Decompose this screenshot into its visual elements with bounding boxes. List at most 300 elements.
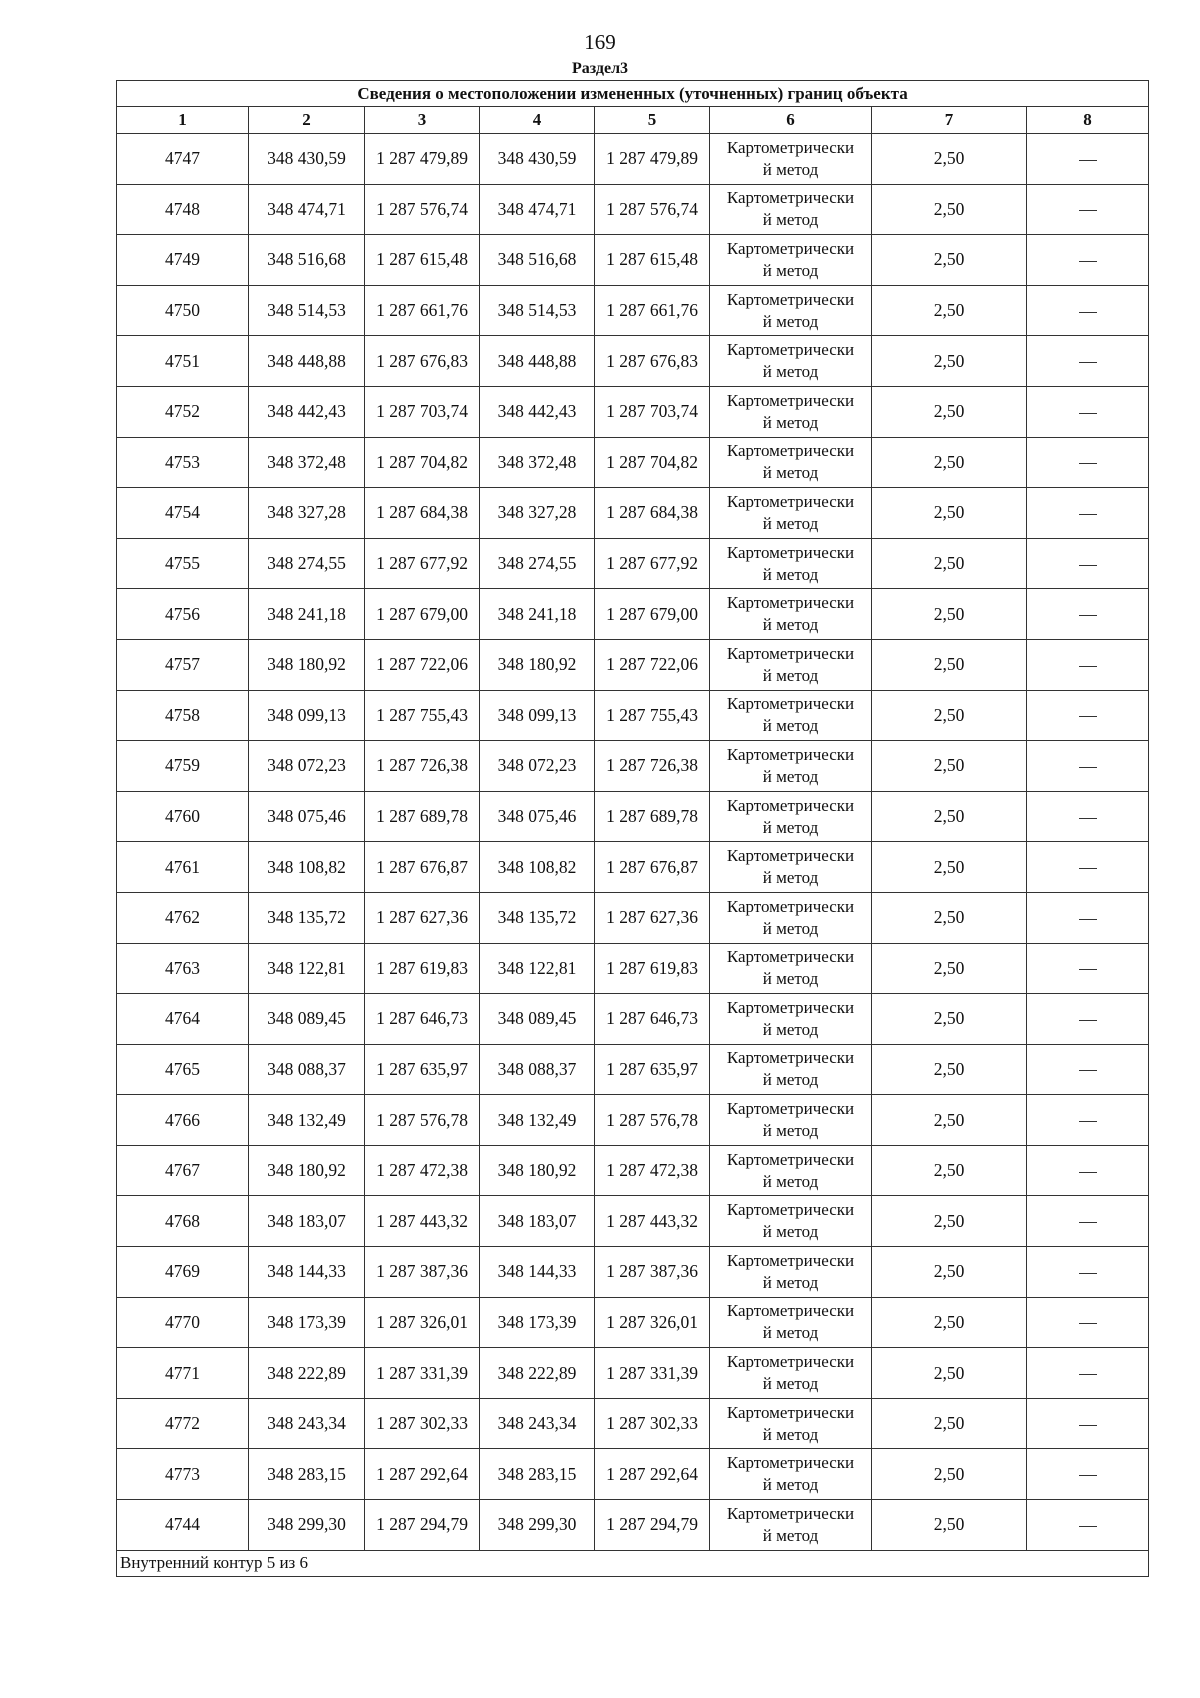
- y-coordinate-cell: 1 287 443,32: [595, 1196, 710, 1247]
- method-text-line: й метод: [762, 1525, 819, 1545]
- method-cell: [710, 386, 872, 437]
- x-coordinate-cell: 348 327,28: [480, 488, 595, 539]
- empty-value-cell: [1027, 184, 1149, 235]
- x-coordinate-cell: 348 173,39: [249, 1297, 365, 1348]
- accuracy-cell: 2,50: [872, 639, 1027, 690]
- x-coordinate-cell: 348 088,37: [480, 1044, 595, 1095]
- point-number-cell: 4749: [117, 235, 249, 286]
- method-cell: [710, 639, 872, 690]
- y-coordinate-cell: 1 287 677,92: [595, 538, 710, 589]
- x-coordinate-cell: 348 299,30: [249, 1500, 365, 1551]
- column-header: 1: [117, 107, 249, 134]
- x-coordinate-cell: 348 430,59: [480, 134, 595, 185]
- x-coordinate-cell: 348 173,39: [480, 1297, 595, 1348]
- accuracy-cell: 2,50: [872, 1095, 1027, 1146]
- x-coordinate-cell: 348 514,53: [249, 285, 365, 336]
- empty-value-cell: [1027, 1095, 1149, 1146]
- method-text-line: Картометрически: [726, 1453, 855, 1473]
- table-row: [117, 994, 1149, 1045]
- y-coordinate-cell: 1 287 292,64: [365, 1449, 480, 1500]
- column-header: 8: [1027, 107, 1149, 134]
- x-coordinate-cell: 348 108,82: [480, 842, 595, 893]
- empty-value-cell: [1027, 1348, 1149, 1399]
- empty-value-cell: [1027, 1196, 1149, 1247]
- accuracy-cell: 2,50: [872, 1247, 1027, 1298]
- table-row: [117, 437, 1149, 488]
- x-coordinate-cell: 348 122,81: [480, 943, 595, 994]
- method-text-line: й метод: [762, 969, 819, 989]
- y-coordinate-cell: 1 287 294,79: [595, 1500, 710, 1551]
- x-coordinate-cell: 348 372,48: [249, 437, 365, 488]
- method-cell: [710, 235, 872, 286]
- accuracy-cell: 2,50: [872, 538, 1027, 589]
- dash-mark: [1079, 767, 1097, 768]
- table-caption: Сведения о местоположении измененных (уточненных) границ объекта: [117, 81, 1149, 107]
- accuracy-cell: 2,50: [872, 1297, 1027, 1348]
- x-coordinate-cell: 348 516,68: [480, 235, 595, 286]
- y-coordinate-cell: 1 287 676,83: [595, 336, 710, 387]
- method-cell: [710, 1348, 872, 1399]
- empty-value-cell: [1027, 538, 1149, 589]
- x-coordinate-cell: 348 474,71: [480, 184, 595, 235]
- method-cell: [710, 690, 872, 741]
- method-text-line: й метод: [762, 817, 819, 837]
- method-text-line: й метод: [762, 362, 819, 382]
- method-cell: [710, 1095, 872, 1146]
- empty-value-cell: [1027, 336, 1149, 387]
- empty-value-cell: [1027, 488, 1149, 539]
- method-cell: [710, 943, 872, 994]
- x-coordinate-cell: 348 135,72: [249, 892, 365, 943]
- dash-mark: [1079, 615, 1097, 616]
- method-cell: [710, 538, 872, 589]
- accuracy-cell: 2,50: [872, 690, 1027, 741]
- point-number-cell: 4752: [117, 386, 249, 437]
- method-text-line: Картометрически: [726, 340, 855, 360]
- y-coordinate-cell: 1 287 755,43: [365, 690, 480, 741]
- point-number-cell: 4757: [117, 639, 249, 690]
- method-text-line: й метод: [762, 665, 819, 685]
- method-text-line: Картометрически: [726, 846, 855, 866]
- y-coordinate-cell: 1 287 619,83: [595, 943, 710, 994]
- y-coordinate-cell: 1 287 479,89: [595, 134, 710, 185]
- method-text-line: Картометрически: [726, 491, 855, 511]
- method-text-line: Картометрически: [726, 188, 855, 208]
- method-text-line: й метод: [762, 1222, 819, 1242]
- method-cell: [710, 1398, 872, 1449]
- point-number-cell: 4766: [117, 1095, 249, 1146]
- x-coordinate-cell: 348 274,55: [249, 538, 365, 589]
- empty-value-cell: [1027, 741, 1149, 792]
- table-row: [117, 538, 1149, 589]
- method-text-line: Картометрически: [726, 744, 855, 764]
- y-coordinate-cell: 1 287 755,43: [595, 690, 710, 741]
- y-coordinate-cell: 1 287 627,36: [365, 892, 480, 943]
- point-number-cell: 4761: [117, 842, 249, 893]
- point-number-cell: 4767: [117, 1145, 249, 1196]
- empty-value-cell: [1027, 386, 1149, 437]
- method-text-line: й метод: [762, 615, 819, 635]
- x-coordinate-cell: 348 135,72: [480, 892, 595, 943]
- column-header: 4: [480, 107, 595, 134]
- point-number-cell: 4765: [117, 1044, 249, 1095]
- y-coordinate-cell: 1 287 704,82: [365, 437, 480, 488]
- method-text-line: Картометрически: [726, 1503, 855, 1523]
- x-coordinate-cell: 348 075,46: [249, 791, 365, 842]
- table-row: [117, 1044, 1149, 1095]
- y-coordinate-cell: 1 287 689,78: [365, 791, 480, 842]
- point-number-cell: 4762: [117, 892, 249, 943]
- accuracy-cell: 2,50: [872, 741, 1027, 792]
- column-header: 3: [365, 107, 480, 134]
- dash-mark: [1079, 1374, 1097, 1375]
- empty-value-cell: [1027, 690, 1149, 741]
- x-coordinate-cell: 348 474,71: [249, 184, 365, 235]
- y-coordinate-cell: 1 287 646,73: [595, 994, 710, 1045]
- method-text-line: й метод: [762, 463, 819, 483]
- y-coordinate-cell: 1 287 635,97: [595, 1044, 710, 1095]
- x-coordinate-cell: 348 283,15: [480, 1449, 595, 1500]
- method-text-line: й метод: [762, 260, 819, 280]
- y-coordinate-cell: 1 287 684,38: [365, 488, 480, 539]
- dash-mark: [1079, 818, 1097, 819]
- method-text-line: Картометрически: [726, 1149, 855, 1169]
- y-coordinate-cell: 1 287 615,48: [365, 235, 480, 286]
- method-text-line: Картометрически: [726, 441, 855, 461]
- method-cell: [710, 1145, 872, 1196]
- method-cell: [710, 437, 872, 488]
- point-number-cell: 4750: [117, 285, 249, 336]
- method-text-line: Картометрически: [726, 694, 855, 714]
- x-coordinate-cell: 348 442,43: [249, 386, 365, 437]
- method-cell: [710, 1297, 872, 1348]
- accuracy-cell: 2,50: [872, 1398, 1027, 1449]
- y-coordinate-cell: 1 287 576,74: [365, 184, 480, 235]
- empty-value-cell: [1027, 1247, 1149, 1298]
- dash-mark: [1079, 362, 1097, 363]
- method-text-line: й метод: [762, 564, 819, 584]
- y-coordinate-cell: 1 287 676,87: [365, 842, 480, 893]
- y-coordinate-cell: 1 287 387,36: [595, 1247, 710, 1298]
- dash-mark: [1079, 565, 1097, 566]
- accuracy-cell: 2,50: [872, 488, 1027, 539]
- method-text-line: й метод: [762, 412, 819, 432]
- method-text-line: Картометрически: [726, 1099, 855, 1119]
- point-number-cell: 4770: [117, 1297, 249, 1348]
- accuracy-cell: 2,50: [872, 1145, 1027, 1196]
- table-row: [117, 791, 1149, 842]
- point-number-cell: 4755: [117, 538, 249, 589]
- x-coordinate-cell: 348 442,43: [480, 386, 595, 437]
- dash-mark: [1079, 1273, 1097, 1274]
- method-text-line: й метод: [762, 1019, 819, 1039]
- x-coordinate-cell: 348 283,15: [249, 1449, 365, 1500]
- accuracy-cell: 2,50: [872, 892, 1027, 943]
- table-row: [117, 1247, 1149, 1298]
- method-text-line: Картометрически: [726, 289, 855, 309]
- accuracy-cell: 2,50: [872, 437, 1027, 488]
- table-row: [117, 1449, 1149, 1500]
- y-coordinate-cell: 1 287 726,38: [365, 741, 480, 792]
- x-coordinate-cell: 348 072,23: [249, 741, 365, 792]
- y-coordinate-cell: 1 287 302,33: [365, 1398, 480, 1449]
- dash-mark: [1079, 969, 1097, 970]
- method-text-line: Картометрически: [726, 1250, 855, 1270]
- y-coordinate-cell: 1 287 326,01: [365, 1297, 480, 1348]
- y-coordinate-cell: 1 287 703,74: [595, 386, 710, 437]
- x-coordinate-cell: 348 108,82: [249, 842, 365, 893]
- y-coordinate-cell: 1 287 676,87: [595, 842, 710, 893]
- method-cell: [710, 285, 872, 336]
- method-text-line: Картометрически: [726, 997, 855, 1017]
- x-coordinate-cell: 348 132,49: [249, 1095, 365, 1146]
- point-number-cell: 4748: [117, 184, 249, 235]
- table-footer-row: [117, 1550, 1149, 1576]
- contour-footer: Внутренний контур 5 из 6: [117, 1550, 1149, 1576]
- table-row: [117, 1145, 1149, 1196]
- dash-mark: [1079, 1475, 1097, 1476]
- empty-value-cell: [1027, 235, 1149, 286]
- dash-mark: [1079, 261, 1097, 262]
- method-cell: [710, 336, 872, 387]
- dash-mark: [1079, 1323, 1097, 1324]
- x-coordinate-cell: 348 241,18: [249, 589, 365, 640]
- point-number-cell: 4771: [117, 1348, 249, 1399]
- x-coordinate-cell: 348 099,13: [480, 690, 595, 741]
- x-coordinate-cell: 348 274,55: [480, 538, 595, 589]
- x-coordinate-cell: 348 448,88: [249, 336, 365, 387]
- method-text-line: й метод: [762, 1374, 819, 1394]
- empty-value-cell: [1027, 842, 1149, 893]
- method-text-line: й метод: [762, 1475, 819, 1495]
- table-row: [117, 943, 1149, 994]
- column-header: 7: [872, 107, 1027, 134]
- x-coordinate-cell: 348 180,92: [249, 639, 365, 690]
- page-number: 169: [584, 30, 616, 54]
- empty-value-cell: [1027, 285, 1149, 336]
- y-coordinate-cell: 1 287 704,82: [595, 437, 710, 488]
- table-row: [117, 1196, 1149, 1247]
- x-coordinate-cell: 348 088,37: [249, 1044, 365, 1095]
- accuracy-cell: 2,50: [872, 386, 1027, 437]
- section-title: Раздел3: [571, 60, 629, 77]
- method-text-line: Картометрически: [726, 542, 855, 562]
- y-coordinate-cell: 1 287 294,79: [365, 1500, 480, 1551]
- accuracy-cell: 2,50: [872, 184, 1027, 235]
- empty-value-cell: [1027, 589, 1149, 640]
- dash-mark: [1079, 1121, 1097, 1122]
- y-coordinate-cell: 1 287 387,36: [365, 1247, 480, 1298]
- x-coordinate-cell: 348 132,49: [480, 1095, 595, 1146]
- method-cell: [710, 791, 872, 842]
- x-coordinate-cell: 348 180,92: [249, 1145, 365, 1196]
- table-row: [117, 386, 1149, 437]
- dash-mark: [1079, 463, 1097, 464]
- x-coordinate-cell: 348 089,45: [480, 994, 595, 1045]
- y-coordinate-cell: 1 287 331,39: [365, 1348, 480, 1399]
- y-coordinate-cell: 1 287 576,74: [595, 184, 710, 235]
- dash-mark: [1079, 312, 1097, 313]
- method-cell: [710, 134, 872, 185]
- accuracy-cell: 2,50: [872, 285, 1027, 336]
- y-coordinate-cell: 1 287 726,38: [595, 741, 710, 792]
- method-cell: [710, 488, 872, 539]
- method-text-line: Картометрически: [726, 795, 855, 815]
- method-cell: [710, 1247, 872, 1298]
- point-number-cell: 4772: [117, 1398, 249, 1449]
- accuracy-cell: 2,50: [872, 994, 1027, 1045]
- method-text-line: Картометрически: [726, 643, 855, 663]
- table-row: [117, 285, 1149, 336]
- point-number-cell: 4754: [117, 488, 249, 539]
- x-coordinate-cell: 348 372,48: [480, 437, 595, 488]
- x-coordinate-cell: 348 183,07: [249, 1196, 365, 1247]
- dash-mark: [1079, 1425, 1097, 1426]
- x-coordinate-cell: 348 099,13: [249, 690, 365, 741]
- x-coordinate-cell: 348 089,45: [249, 994, 365, 1045]
- method-text-line: й метод: [762, 210, 819, 230]
- method-text-line: Картометрически: [726, 1352, 855, 1372]
- y-coordinate-cell: 1 287 472,38: [365, 1145, 480, 1196]
- point-number-cell: 4756: [117, 589, 249, 640]
- table-row: [117, 892, 1149, 943]
- table-row: [117, 235, 1149, 286]
- y-coordinate-cell: 1 287 689,78: [595, 791, 710, 842]
- column-number-row: [117, 107, 1149, 134]
- y-coordinate-cell: 1 287 635,97: [365, 1044, 480, 1095]
- dash-mark: [1079, 160, 1097, 161]
- method-cell: [710, 892, 872, 943]
- column-header: 2: [249, 107, 365, 134]
- dash-mark: [1079, 716, 1097, 717]
- boundary-coordinates-table: [116, 80, 1149, 1577]
- empty-value-cell: [1027, 639, 1149, 690]
- method-cell: [710, 184, 872, 235]
- y-coordinate-cell: 1 287 619,83: [365, 943, 480, 994]
- accuracy-cell: 2,50: [872, 589, 1027, 640]
- x-coordinate-cell: 348 144,33: [249, 1247, 365, 1298]
- x-coordinate-cell: 348 448,88: [480, 336, 595, 387]
- x-coordinate-cell: 348 243,34: [480, 1398, 595, 1449]
- x-coordinate-cell: 348 514,53: [480, 285, 595, 336]
- method-text-line: Картометрически: [726, 947, 855, 967]
- accuracy-cell: 2,50: [872, 1044, 1027, 1095]
- empty-value-cell: [1027, 1297, 1149, 1348]
- point-number-cell: 4773: [117, 1449, 249, 1500]
- x-coordinate-cell: 348 327,28: [249, 488, 365, 539]
- table-row: [117, 488, 1149, 539]
- dash-mark: [1079, 514, 1097, 515]
- empty-value-cell: [1027, 1145, 1149, 1196]
- y-coordinate-cell: 1 287 679,00: [365, 589, 480, 640]
- empty-value-cell: [1027, 1044, 1149, 1095]
- y-coordinate-cell: 1 287 646,73: [365, 994, 480, 1045]
- table-body: [117, 81, 1149, 1577]
- point-number-cell: 4751: [117, 336, 249, 387]
- dash-mark: [1079, 1020, 1097, 1021]
- empty-value-cell: [1027, 437, 1149, 488]
- method-cell: [710, 1449, 872, 1500]
- method-cell: [710, 589, 872, 640]
- dash-mark: [1079, 1526, 1097, 1527]
- empty-value-cell: [1027, 791, 1149, 842]
- method-text-line: Картометрически: [726, 593, 855, 613]
- y-coordinate-cell: 1 287 684,38: [595, 488, 710, 539]
- method-text-line: й метод: [762, 1171, 819, 1191]
- accuracy-cell: 2,50: [872, 791, 1027, 842]
- method-cell: [710, 1044, 872, 1095]
- table-row: [117, 1095, 1149, 1146]
- table-row: [117, 184, 1149, 235]
- y-coordinate-cell: 1 287 576,78: [365, 1095, 480, 1146]
- dash-mark: [1079, 868, 1097, 869]
- point-number-cell: 4753: [117, 437, 249, 488]
- table-row: [117, 842, 1149, 893]
- table-row: [117, 1348, 1149, 1399]
- x-coordinate-cell: 348 183,07: [480, 1196, 595, 1247]
- y-coordinate-cell: 1 287 677,92: [365, 538, 480, 589]
- table-row: [117, 336, 1149, 387]
- method-text-line: й метод: [762, 1121, 819, 1141]
- point-number-cell: 4769: [117, 1247, 249, 1298]
- x-coordinate-cell: 348 430,59: [249, 134, 365, 185]
- method-text-line: Картометрически: [726, 390, 855, 410]
- empty-value-cell: [1027, 892, 1149, 943]
- y-coordinate-cell: 1 287 722,06: [365, 639, 480, 690]
- dash-mark: [1079, 919, 1097, 920]
- x-coordinate-cell: 348 122,81: [249, 943, 365, 994]
- y-coordinate-cell: 1 287 627,36: [595, 892, 710, 943]
- y-coordinate-cell: 1 287 661,76: [595, 285, 710, 336]
- dash-mark: [1079, 210, 1097, 211]
- method-cell: [710, 994, 872, 1045]
- dash-mark: [1079, 1222, 1097, 1223]
- y-coordinate-cell: 1 287 292,64: [595, 1449, 710, 1500]
- table-row: [117, 741, 1149, 792]
- point-number-cell: 4763: [117, 943, 249, 994]
- accuracy-cell: 2,50: [872, 235, 1027, 286]
- empty-value-cell: [1027, 134, 1149, 185]
- dash-mark: [1079, 666, 1097, 667]
- method-text-line: Картометрически: [726, 137, 855, 157]
- empty-value-cell: [1027, 994, 1149, 1045]
- method-cell: [710, 1500, 872, 1551]
- point-number-cell: 4747: [117, 134, 249, 185]
- x-coordinate-cell: 348 180,92: [480, 639, 595, 690]
- method-text-line: Картометрически: [726, 1402, 855, 1422]
- point-number-cell: 4768: [117, 1196, 249, 1247]
- y-coordinate-cell: 1 287 326,01: [595, 1297, 710, 1348]
- table-row: [117, 690, 1149, 741]
- column-header: 6: [710, 107, 872, 134]
- table-row: [117, 1398, 1149, 1449]
- empty-value-cell: [1027, 943, 1149, 994]
- table-row: [117, 639, 1149, 690]
- table-caption-row: [117, 81, 1149, 107]
- y-coordinate-cell: 1 287 615,48: [595, 235, 710, 286]
- dash-mark: [1079, 1070, 1097, 1071]
- x-coordinate-cell: 348 075,46: [480, 791, 595, 842]
- method-text-line: й метод: [762, 1323, 819, 1343]
- y-coordinate-cell: 1 287 331,39: [595, 1348, 710, 1399]
- x-coordinate-cell: 348 180,92: [480, 1145, 595, 1196]
- dash-mark: [1079, 413, 1097, 414]
- y-coordinate-cell: 1 287 479,89: [365, 134, 480, 185]
- empty-value-cell: [1027, 1449, 1149, 1500]
- x-coordinate-cell: 348 144,33: [480, 1247, 595, 1298]
- method-text-line: Картометрически: [726, 1301, 855, 1321]
- method-text-line: Картометрически: [726, 1048, 855, 1068]
